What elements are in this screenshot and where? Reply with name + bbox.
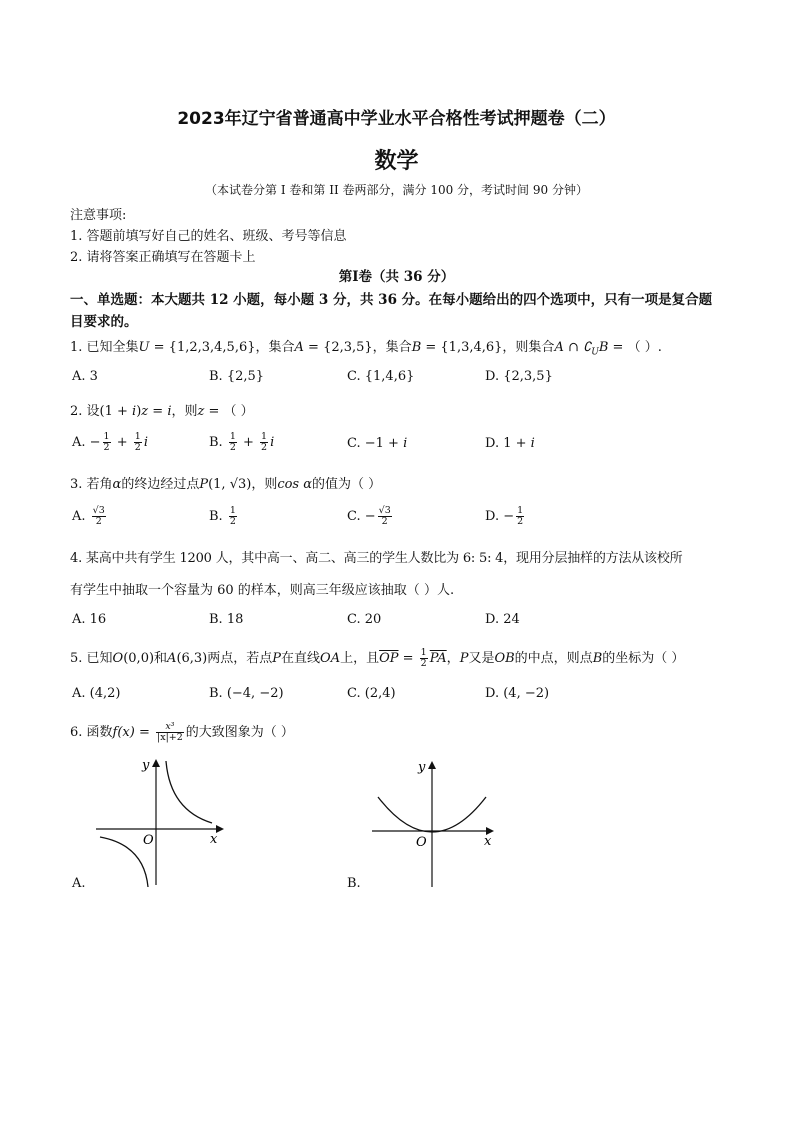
section-instructions-1: 一、单选题：本大题共 12 小题，每小题 3 分，共 36 分。在每小题给出的四个选项中，只有一项是复合题 <box>70 292 713 308</box>
question-5-option-a: A. (4,2) <box>72 686 121 701</box>
y-label: y <box>142 758 150 773</box>
question-4-option-a: A. 16 <box>72 612 107 627</box>
graph-a <box>90 755 230 890</box>
vector-pa: $\overline{PA}$ <box>429 651 447 666</box>
graph-b-option-label: B. <box>347 876 361 891</box>
section-instructions-2: 目要求的。 <box>70 314 138 330</box>
origin-label: O <box>143 833 154 848</box>
question-5-option-b: B. (−4, −2) <box>209 686 284 701</box>
fraction: $\frac{1}{2}$ <box>134 431 141 453</box>
question-6-stem: 6. 函数f(x) = $\frac{\text{x³}}{|x|+2}$ 的大致图象为（ ） <box>70 721 294 743</box>
question-4-stem-1: 4. 某高中共有学生 1200 人，其中高一、高二、高三的学生人数比为 6: 5: 4，现用分层抽样的方法从该校所 <box>70 551 683 566</box>
y-axis-arrow <box>152 759 160 767</box>
question-2-option-c: C. −1 + i <box>347 436 408 451</box>
notice-heading: 注意事项: <box>70 208 127 223</box>
question-5-option-d: D. (4, −2) <box>485 686 550 701</box>
section-title: 第Ⅰ卷（共 36 分） <box>338 269 455 285</box>
question-4-option-d: D. 24 <box>485 612 520 627</box>
question-3-stem: 3. 若角α的终边经过点P(1, √3)，则cos α的值为（ ） <box>70 477 382 492</box>
curve-upper-branch <box>166 761 212 823</box>
question-3-option-a: A. $\frac{√3}{2}$ <box>72 505 105 527</box>
question-1-option-d: D. {2,3,5} <box>485 369 553 384</box>
question-2-option-b: B. $\frac{1}{2}$ + $\frac{1}{2}$ i <box>209 431 275 453</box>
question-1-stem: 1. 已知全集U = {1,2,3,4,5,6}，集合A = {2,3,5}，集合B = {1,3,4,6}，则集合A ∩ $∁_UB$ = （ ）. <box>70 340 662 358</box>
question-5-stem: 5. 已知O(0,0)和A(6,3)两点，若点P在直线OA上，且$\overline{OP}$ = $\frac{1}{2}$ $\overline{PA}$，P又是OB的中点，则点B的坐标为（ ） <box>70 647 685 669</box>
question-2-option-d: D. 1 + i <box>485 436 535 451</box>
question-5-option-c: C. (2,4) <box>347 686 396 701</box>
question-4-option-b: B. 18 <box>209 612 244 627</box>
fraction: $\frac{√3}{2}$ <box>92 505 105 527</box>
x-label: x <box>210 832 218 847</box>
exam-note: （本试卷分第 I 卷和第 II 卷两部分，满分 100 分，考试时间 90 分钟） <box>205 183 588 197</box>
fraction: $\frac{1}{2}$ <box>420 647 427 669</box>
fraction: $\frac{\text{x³}}{|x|+2}$ <box>157 721 183 743</box>
question-4-option-c: C. 20 <box>347 612 382 627</box>
fraction: $\frac{1}{2}$ <box>229 431 236 453</box>
fraction: $\frac{1}{2}$ <box>103 431 110 453</box>
question-1-option-a: A. 3 <box>72 369 98 384</box>
fraction: $\frac{1}{2}$ <box>261 431 268 453</box>
x-label: x <box>484 834 492 849</box>
graph-b <box>366 757 506 892</box>
question-3-option-d: D. − $\frac{1}{2}$ <box>485 505 524 527</box>
question-3-option-b: B. $\frac{1}{2}$ <box>209 505 236 527</box>
y-axis-arrow <box>428 761 436 769</box>
notice-item-2: 2. 请将答案正确填写在答题卡上 <box>70 250 256 265</box>
origin-label: O <box>416 835 427 850</box>
vector-op: $\overline{OP}$ <box>379 651 399 666</box>
question-2-option-a: A. − $\frac{1}{2}$ + $\frac{1}{2}$ i <box>72 431 148 453</box>
graph-a-option-label: A. <box>72 876 86 891</box>
curve-lower-branch <box>100 837 148 887</box>
y-label: y <box>418 760 426 775</box>
fraction: $\frac{√3}{2}$ <box>378 505 391 527</box>
question-3-option-c: C. − $\frac{√3}{2}$ <box>347 505 391 527</box>
question-1-option-c: C. {1,4,6} <box>347 369 415 384</box>
subject-title: 数学 <box>374 149 419 174</box>
question-4-stem-2: 有学生中抽取一个容量为 60 的样本，则高三年级应该抽取（ ）人. <box>70 583 455 598</box>
exam-title: 2023年辽宁省普通高中学业水平合格性考试押题卷（二） <box>177 109 616 129</box>
question-1-option-b: B. {2,5} <box>209 369 265 384</box>
fraction: $\frac{1}{2}$ <box>517 505 524 527</box>
fraction: $\frac{1}{2}$ <box>229 505 236 527</box>
notice-item-1: 1. 答题前填写好自己的姓名、班级、考号等信息 <box>70 229 347 244</box>
question-2-stem: 2. 设(1 + i)z = i，则z = （ ） <box>70 404 254 419</box>
